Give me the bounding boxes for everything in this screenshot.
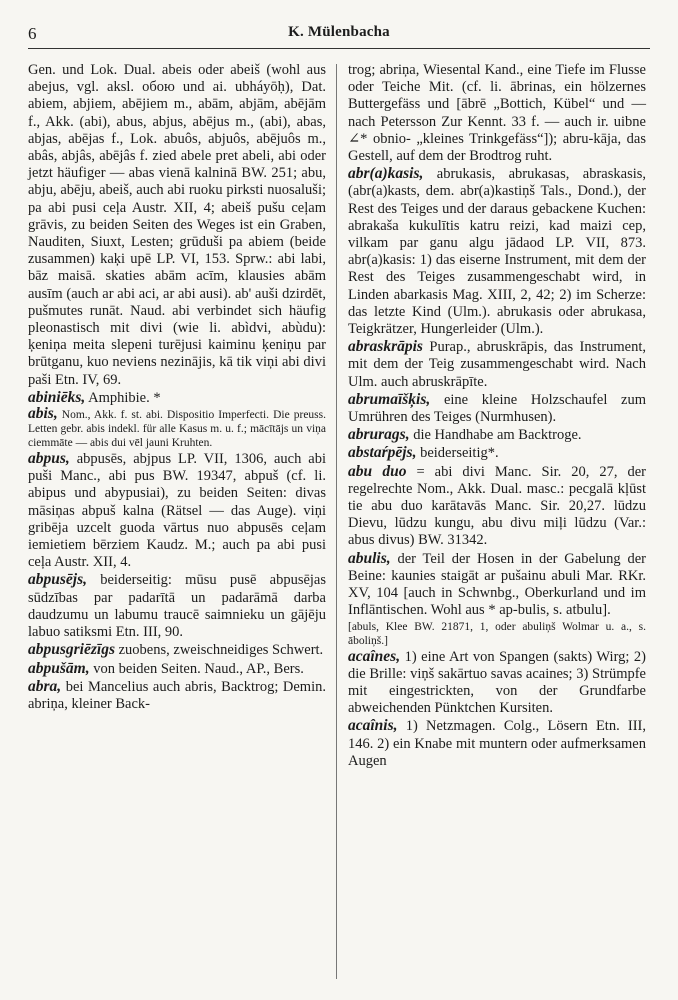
- entry-lemma: abstaŕpējs,: [348, 444, 417, 462]
- page-number: 6: [28, 24, 37, 43]
- entry-text: von beiden Seiten. Naud., AP., Bers.: [93, 660, 304, 677]
- dictionary-entry: [28, 660, 326, 678]
- entry-lemma: abraskrāpis: [348, 338, 423, 356]
- dictionary-entry: [348, 444, 646, 462]
- entry-text: Nom., Akk. f. st. abi. Dispositio Imperfecti. Die preuss. Letten gebr. abis indekl. für alle Kasus m. u. f.; mācītājs un viņa ciemmāte — abis dui vēl jauni Kruhten.: [28, 409, 326, 450]
- dictionary-entry: [28, 641, 326, 659]
- dictionary-entry: [28, 62, 326, 389]
- entry-lemma: abr(a)kasis,: [348, 165, 424, 183]
- entry-lemma: abis,: [28, 405, 58, 423]
- entry-text: abrukasis, abrukasas, abraskasis, (abr(a)kasts, dem. abr(a)kastiņš Tals., Dond.), der Rest des Teiges und der daraus gebackene Kuchen: abrakaša kukulītis katru reizi, kad maizi cep, vilkam par ganu algu jādaod LP. VII, 873. abr(a)kasis: 1) das eiserne Instrument, mit dem der Rest des Teiges zusammengeschabt wird, in Linden abarkasis Mag. XIII, 2, 42; 2) im Scherze: das letzte Kind (Ulm.). abrukasis oder abrukasa, Teigkrätzer, Hungerleider (Ulm.).: [348, 166, 647, 338]
- dictionary-entry: [28, 450, 326, 571]
- entry-text: eine kleine Holzschaufel zum Umrühren des Teiges (Nurmhusen).: [348, 391, 646, 426]
- entry-lemma: acaînes,: [348, 647, 401, 665]
- dictionary-entry: [348, 550, 646, 620]
- entry-lemma: abrumaīšķis,: [348, 390, 431, 408]
- dictionary-entry: [28, 389, 326, 407]
- dictionary-entry: [28, 407, 326, 450]
- entry-text: die Handhabe am Backtroge.: [413, 427, 582, 444]
- dictionary-entry: [348, 338, 646, 391]
- dictionary-entry: [348, 165, 646, 338]
- entry-text: [abuls, Klee BW. 21871, 1, oder abuliņš Wolmar u. a., s. āboliņš.]: [348, 620, 646, 647]
- entry-text: 1) eine Art von Spangen (sakts) Wirg; 2) die Brille: viņš sakārtuo savas acaines; 3) Strümpfe mit eingestrickten, von der Grundfarbe abweichenden Pünktchen Kursiten.: [348, 648, 646, 717]
- entry-lemma: abiniēks,: [28, 388, 86, 406]
- entry-lemma: acaînis,: [348, 717, 398, 735]
- entry-text: der Teil der Hosen in der Gabelung der Beine: kaunies staigāt ar pušainu abuli Mar. RKr. XV, 104 [auch in Schwnbg., Oberkurland und im Inflāntischen. Wohl aus * ap-bulis, s. atbulu].: [348, 550, 647, 619]
- dictionary-entry: [348, 62, 646, 165]
- entry-text: abpusēs, abjpus LP. VII, 1306, auch abi puši Manc., abi pus BW. 19347, abpuš (cf. li. abipus und abypusiai), zu beiden Seiten: divas māsiņas abpuš kalna (Rätsel — das Auge). viņi gribēja uzcelt guoda vārtus nuo abpusēs ceļam iemietiem bērziem Kaudz. M.; auch pa abi pusi ceļa Austr. XII, 4.: [28, 451, 327, 571]
- page-header: [28, 22, 650, 52]
- header-rule: [28, 48, 650, 49]
- entry-text: 1) Netzmagen. Colg., Lösern Etn. III, 146. 2) ein Knabe mit muntern oder aufmerksamen Augen: [348, 718, 647, 769]
- entry-lemma: abu duo: [348, 462, 407, 480]
- right-column: [348, 62, 646, 770]
- entry-lemma: abrurags,: [348, 426, 410, 444]
- dictionary-entry: [28, 571, 326, 641]
- dictionary-entry: [348, 391, 646, 426]
- entry-text: = abi divi Manc. Sir. 20, 27, der regelrechte Nom., Akk. Dual. masc.: pecgalā kļūst tie abu duo karātavās Manc. Sir. 20,27. lūdzu Dievu, lūdzu kungu, abu divu miļi lūdzu (Var.: abus divus) BW. 31342.: [348, 463, 646, 549]
- left-column: [28, 62, 326, 713]
- entry-text: beiderseitig: mūsu pusē abpusējas sūdzības par padarītā un padarāmā darba daudzumu un labumu traucē saimnieku un gājēju labuo satiksmi Etn. III, 90.: [28, 572, 327, 641]
- entry-text: Gen. und Lok. Dual. abeis oder abeiš (wohl aus abejus, vgl. aksl. обою und ai. ubháyōḥ), Dat. abiem, abjiem, abējiem m., abām, abjām, abējām f., Akk. (abi), abus, abjus, abējus m., (abi), abas, abjas, abējas f., Lok. abuôs, abjuôs, abējuôs m., abâs, abjâs, abējâs f. zied abele pret abeli, abi oder jetzt häufiger — abas vienā kalninā BW. 251; abu, abju, abēju, abeiš, auch abi ruoku pirksti nuosaluši; pa abi pusi ceļa Austr. XII, 4; abeiš pušu ceļam grāvis, zu beiden Seiten des Weges ist ein Graben, Nauditen, Siuxt, Lesten; grūduši pa abiem (beide zusammen) kaķi upē LP. VI, 153. Sprw.: abi labi, bāz maisā. skaties abām acīm, klausies abām ausīm (auch ar abi aci, ar abi ausi). ab' auši dzirdēt, pušmutes runāt. Naud. abi verbindet sich häufig pleonastisch mit divi (wie li. abìdvi, abùdu): ķeniņa meita slepeni turējusi kaiminu ķeniņu par brūtganu, kuo neviens nezinājis, kā tik viņi abi divi paši Etn. IV, 69.: [28, 62, 326, 388]
- entry-text: bei Mancelius auch abris, Backtrog; Demin. abriņa, kleiner Back-: [28, 678, 326, 712]
- entry-lemma: abpus,: [28, 450, 70, 468]
- dictionary-entry: [348, 426, 646, 444]
- entry-lemma: abpusgriēzīgs: [28, 641, 115, 659]
- entry-lemma: abpušām,: [28, 659, 90, 677]
- entry-lemma: abra,: [28, 677, 62, 695]
- dictionary-entry: [348, 620, 646, 648]
- dictionary-entry: [348, 648, 646, 718]
- entry-lemma: abulis,: [348, 549, 391, 567]
- entry-text: Purap., abruskrāpis, das Instrument, mit dem der Teig zusammengeschabt wird. Nach Ulm. auch abruskrāpīte.: [348, 339, 646, 390]
- entry-lemma: abpusējs,: [28, 571, 87, 589]
- dictionary-entry: [28, 678, 326, 713]
- entry-text: Amphibie. *: [88, 389, 161, 406]
- dictionary-entry: [348, 717, 646, 770]
- column-divider: [336, 64, 337, 979]
- running-head: K. Mülenbacha: [288, 24, 390, 40]
- entry-text: zuobens, zweischneidiges Schwert.: [118, 642, 324, 659]
- entry-text: trog; abriņa, Wiesental Kand., eine Tiefe im Flusse oder Teiche Mit. (cf. li. ābrinas, ein hölzernes Buttergefäss und [ābrē „Bottich, Kübel“ und — nach Petersson Zur Kennt. 33 f. — auch ir. uibne ∠* obnio- „kleines Trinkgefäss“]); abru-kāja, das Gestell, auf dem der Brodtrog ruht.: [348, 62, 646, 165]
- dictionary-entry: [348, 463, 646, 550]
- entry-text: beiderseitig*.: [420, 445, 499, 462]
